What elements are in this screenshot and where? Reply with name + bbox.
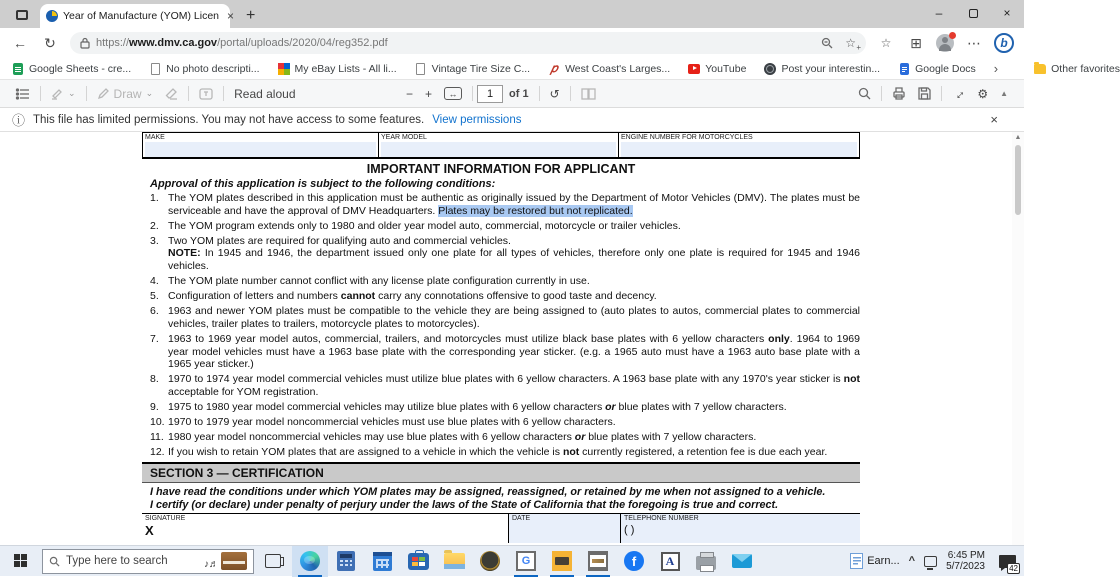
toc-button[interactable] [10, 88, 36, 100]
vertical-scrollbar[interactable] [1012, 132, 1024, 545]
date-field[interactable] [508, 514, 620, 543]
signature-label: SIGNATURE [145, 515, 186, 523]
tab-close-icon[interactable]: × [227, 9, 235, 23]
new-tab-button[interactable]: + [246, 7, 256, 24]
engine-number-field[interactable] [621, 142, 857, 157]
date-label: DATE [512, 515, 531, 523]
hidden-icons-chevron[interactable]: ^ [908, 555, 916, 567]
condition-text: 1970 to 1979 year model noncommercial vehicles must use blue plates with 6 yellow characters. [168, 416, 616, 428]
title-bar [0, 0, 1024, 28]
bookmark-label: Google Docs [915, 62, 976, 75]
bookmark-item[interactable] [688, 63, 746, 75]
search-placeholder: Type here to search [66, 555, 168, 567]
globe-icon [764, 63, 776, 75]
pdf-settings-gear-icon[interactable]: ⚙ [977, 86, 989, 101]
favorites-button[interactable]: ☆ [880, 36, 892, 50]
make-field[interactable] [145, 142, 376, 157]
refresh-button[interactable]: ↻ [44, 34, 56, 51]
ebay-icon [278, 63, 290, 75]
bookmark-item[interactable] [898, 63, 976, 75]
page-icon [149, 63, 161, 75]
condition-number: 2. [150, 219, 159, 232]
clock-date: 5/7/2023 [946, 561, 985, 572]
close-button[interactable]: × [1003, 6, 1011, 20]
bing-chat-icon[interactable]: b [994, 33, 1014, 53]
condition-number: 1. [150, 192, 159, 204]
taskbar-clock[interactable] [946, 550, 985, 573]
condition-item [150, 290, 860, 303]
notification-badge: 42 [1009, 563, 1018, 573]
condition-number: 11. [150, 431, 164, 444]
windows-logo-icon [14, 554, 28, 568]
condition-item [150, 401, 860, 414]
page-number-input[interactable] [477, 85, 503, 103]
condition-item [150, 431, 860, 444]
windows-taskbar [0, 545, 1024, 576]
task-view-button[interactable] [265, 554, 281, 568]
certification-text: I have read the conditions under which YOM plates may be assigned, reassigned, or retained by me when not assigned to a vehicle. I certify (or declare) under penalty of perjury under the laws of the State of California that the foregoing is true and correct. [150, 485, 826, 511]
telephone-value: ( ) [624, 524, 635, 537]
engine-number-label: ENGINE NUMBER FOR MOTORCYCLES [621, 134, 753, 141]
bookmark-item[interactable] [548, 63, 670, 75]
bookmark-label: Google Sheets - cre... [29, 62, 132, 75]
search-icon [49, 556, 60, 567]
zoom-page-icon[interactable] [821, 37, 833, 49]
selected-text: Plates may be restored but not replicated. [438, 204, 633, 217]
make-label: MAKE [145, 134, 165, 141]
calculator-taskbar-icon[interactable] [328, 546, 364, 577]
condition-number: 12. [150, 446, 165, 459]
telephone-label: TELEPHONE NUMBER [624, 515, 699, 523]
tab-title: Year of Manufacture (YOM) Licen [63, 10, 220, 22]
condition-number: 5. [150, 290, 159, 303]
restore-icon [969, 9, 978, 18]
view-permissions-link[interactable]: View permissions [432, 113, 522, 126]
text-tool-button[interactable] [193, 88, 219, 100]
notification-center-button[interactable] [994, 546, 1020, 577]
start-button[interactable] [0, 546, 42, 577]
letter-a-taskbar-icon[interactable]: A [652, 546, 688, 577]
collections-button[interactable]: ⊞ [910, 34, 922, 51]
scrollbar-thumb[interactable] [1015, 145, 1021, 215]
folder-icon [1034, 63, 1046, 75]
search-document-button[interactable] [852, 87, 877, 100]
taskbar-search-box[interactable] [42, 549, 254, 574]
bookmark-label: No photo descripti... [166, 62, 260, 75]
toolbox-taskbar-icon[interactable] [400, 546, 436, 577]
section3-header: SECTION 3 — CERTIFICATION [142, 462, 860, 483]
bookmarks-bar [0, 58, 1120, 80]
music-notes-icon: ♪♬ [204, 559, 219, 570]
rotate-button[interactable]: ↺ [549, 86, 560, 101]
edge-taskbar-icon[interactable] [292, 546, 328, 577]
pdf-viewer [0, 132, 1024, 545]
bookmark-item[interactable] [12, 63, 131, 75]
system-tray [850, 546, 1024, 577]
add-favorite-icon[interactable]: ☆ + [845, 36, 861, 52]
device-tray-icon[interactable] [924, 556, 937, 567]
other-favorites-button[interactable]: Other favorites [1034, 63, 1120, 75]
search-highlight-decoration [204, 552, 247, 570]
zoom-out-button[interactable]: − [406, 86, 414, 101]
file-explorer-taskbar-icon[interactable] [436, 546, 472, 577]
condition-item [150, 373, 860, 398]
condition-number: 7. [150, 332, 159, 345]
back-button[interactable]: ← [13, 35, 27, 51]
restore-button[interactable] [956, 0, 990, 26]
sheets-icon [12, 63, 24, 75]
bookmark-label: YouTube [705, 62, 747, 75]
banner-close-icon[interactable]: × [990, 112, 998, 127]
pdf-toolbar [0, 80, 1024, 108]
highlighter-tool-button[interactable]: ⌄ [45, 87, 82, 100]
calendar-taskbar-icon[interactable] [364, 546, 400, 577]
bookmark-item[interactable] [149, 63, 259, 75]
signature-x-mark: X [145, 523, 154, 539]
condition-item [150, 333, 860, 371]
read-aloud-button[interactable]: Read aloud [234, 86, 296, 101]
fit-to-width-button[interactable]: ↔ [438, 87, 468, 100]
earn-document-icon [850, 553, 863, 569]
condition-item [150, 220, 860, 233]
condition-text: Configuration of letters and numbers cannot carry any connotations offensive to good taste and decency. [168, 290, 657, 303]
condition-text: 1970 to 1974 year model commercial vehicles must utilize blue plates with 6 yellow characters. A 1963 base plate with any 1970's year sticker is not acceptable for YOM registration. [168, 373, 860, 398]
address-bar[interactable] [70, 32, 866, 54]
pdf-page [142, 132, 860, 543]
condition-number: 4. [150, 275, 159, 288]
year-model-label: YEAR MODEL [381, 134, 427, 141]
condition-number: 3. [150, 234, 159, 247]
condition-text: 1980 year model noncommercial vehicles may use blue plates with 6 yellow characters or blue plates with 7 yellow characters. [168, 431, 757, 444]
url-text: https://www.dmv.ca.gov/portal/uploads/2020/04/reg352.pdf [96, 37, 388, 49]
condition-item [150, 416, 860, 429]
condition-text: 1963 to 1969 year model autos, commercial, trailers, and motorcycles must utilize black base plates with 6 yellow characters only. 1964 to 1969 year model vehicles must have a 1963 base plate with the corresponding year sticker. (e.g. a 1965 auto must have a 1963 auto base plate with a 1965 year sticker.) [168, 332, 860, 371]
scrollbar-up-icon[interactable]: ▲ [1014, 134, 1022, 141]
bookmark-label: Vintage Tire Size C... [431, 62, 531, 75]
profile-alert-dot [949, 32, 956, 39]
condition-text: The YOM plates described in this application must be authentic as originally issued by the Department of Motor Vehicles (DMV). The plates must be serviceable and have the approval of DMV Headquarters. Plates may be restored but not replicated. [168, 192, 860, 217]
bookmark-label: West Coast's Larges... [565, 62, 671, 75]
erase-tool-button[interactable] [159, 87, 184, 100]
bookmark-label: Post your interestin... [781, 62, 881, 75]
banner-message: This file has limited permissions. You may not have access to some features. [33, 113, 425, 126]
condition-number: 9. [150, 400, 159, 413]
page-view-button[interactable] [575, 88, 602, 100]
minimize-button[interactable]: – [935, 6, 943, 20]
docs-icon [898, 63, 910, 75]
profile-avatar[interactable] [936, 34, 954, 52]
bookmark-label: My eBay Lists - All li... [294, 62, 397, 75]
bookmarks-overflow-chevron[interactable]: › [993, 61, 999, 76]
condition-item [150, 446, 860, 459]
condition-number: 10. [150, 416, 165, 428]
page-count-label: of 1 [509, 87, 529, 100]
earn-tray-item[interactable] [850, 553, 899, 569]
printer-taskbar-icon[interactable] [688, 546, 724, 577]
google-taskbar-icon[interactable]: G [508, 546, 544, 577]
bookmark-item[interactable] [278, 63, 397, 75]
condition-number: 6. [150, 305, 159, 318]
navigation-bar [0, 28, 1024, 58]
scroll-up-arrow[interactable]: ▲ [1000, 89, 1008, 98]
draw-tool-button[interactable]: Draw ⌄ [91, 87, 160, 101]
ebay-taskbar-icon[interactable] [544, 546, 580, 577]
photos-taskbar-icon[interactable] [580, 546, 616, 577]
dmv-favicon-icon [46, 10, 58, 22]
telephone-field[interactable] [620, 514, 860, 543]
condition-item [150, 275, 860, 288]
tab-actions-icon [16, 10, 28, 20]
year-model-field[interactable] [381, 142, 616, 157]
condition-text: 1975 to 1980 year model commercial vehicles may utilize blue plates with 6 yellow characters or blue plates with 7 yellow characters. [168, 400, 787, 413]
info-icon: ⓘ [12, 113, 26, 128]
conditions-list [150, 192, 860, 459]
facebook-taskbar-icon[interactable]: f [616, 546, 652, 577]
pin-icon: 𝑝 [550, 61, 558, 75]
condition-text: If you wish to retain YOM plates that are assigned to a vehicle in which the vehicle is not currently registered, a retention fee is due each year. [168, 446, 828, 459]
earn-label: Earn... [867, 555, 900, 567]
clock-time: 6:45 PM [947, 549, 985, 561]
mail-taskbar-icon[interactable] [724, 546, 760, 577]
browser-tab[interactable] [40, 4, 235, 28]
signature-row [142, 513, 860, 543]
condition-text: 1963 and newer YOM plates must be compatible to the vehicle they are being assigned to (auto plates to autos, commercial plates to commercial vehicles, trailer plates to trailers, motorcycle plates to motorcycles). [168, 305, 860, 330]
condition-item [150, 305, 860, 330]
condition-text: The YOM plate number cannot conflict with any license plate configuration currently in use. [168, 275, 590, 288]
youtube-icon [688, 63, 700, 75]
page-icon [415, 63, 427, 75]
fullscreen-button[interactable]: ↔ [948, 83, 969, 104]
taskbar-apps [292, 546, 760, 577]
save-button[interactable] [912, 87, 937, 100]
permissions-banner [0, 108, 1024, 132]
dark-app-taskbar-icon[interactable] [472, 546, 508, 577]
zoom-in-button[interactable]: + [425, 86, 433, 101]
piano-icon [221, 552, 247, 570]
condition-text: Two YOM plates are required for qualifying auto and commercial vehicles. NOTE: In 1945 and 1946, the department issued only one plate for all types of vehicles, therefore only one plate is required for 1945 and 1946 vehicles. [168, 234, 860, 272]
bookmark-item[interactable] [764, 63, 880, 75]
conditions-intro: Approval of this application is subject to the following conditions: [150, 178, 496, 190]
document-heading: IMPORTANT INFORMATION FOR APPLICANT [366, 162, 636, 176]
print-button[interactable] [886, 87, 912, 100]
window-controls [922, 0, 1024, 26]
settings-menu-button[interactable]: ⋯ [967, 34, 981, 51]
condition-item [150, 192, 860, 217]
condition-item [150, 235, 860, 273]
tab-actions-button[interactable] [12, 6, 32, 24]
bookmark-item[interactable] [415, 63, 530, 75]
vehicle-fields-table [142, 132, 860, 159]
condition-number: 8. [150, 373, 159, 386]
lock-icon [80, 37, 90, 49]
condition-text: The YOM program extends only to 1980 and older year model auto, commercial, motorcycle or trailer vehicles. [168, 219, 681, 232]
